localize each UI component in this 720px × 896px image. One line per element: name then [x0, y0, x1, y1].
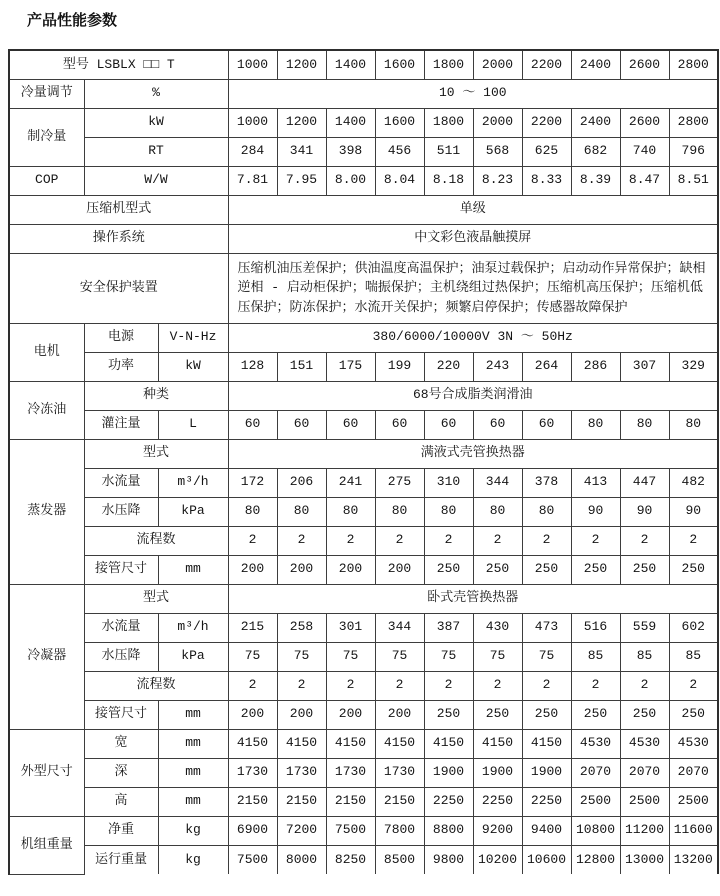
spec-table	[8, 49, 719, 875]
value-cell: 250	[571, 555, 620, 584]
value-cell: 1800	[424, 108, 473, 137]
value-cell: 2150	[326, 787, 375, 816]
value-cell: 200	[326, 700, 375, 729]
value-cell: 4150	[375, 729, 424, 758]
row-label: 操作系统	[9, 224, 228, 253]
value-cell: 2	[620, 526, 669, 555]
value-cell: 7500	[228, 845, 277, 874]
value-cell: 卧式壳管换热器	[228, 584, 718, 613]
value-cell: 12800	[571, 845, 620, 874]
value-cell: 90	[620, 497, 669, 526]
value-cell: 1900	[522, 758, 571, 787]
table-row	[9, 671, 718, 700]
value-cell: 2	[375, 526, 424, 555]
value-cell: 8250	[326, 845, 375, 874]
value-cell: 2800	[669, 108, 718, 137]
value-cell: 344	[473, 468, 522, 497]
row-label: 深	[84, 758, 158, 787]
unit-label: V-N-Hz	[158, 323, 228, 352]
value-cell: 258	[277, 613, 326, 642]
value-cell: 75	[473, 642, 522, 671]
table-row	[9, 108, 718, 137]
value-cell: 80	[571, 410, 620, 439]
value-cell: 7.81	[228, 166, 277, 195]
value-cell: 241	[326, 468, 375, 497]
value-cell: 80	[522, 497, 571, 526]
value-cell: 250	[669, 555, 718, 584]
value-cell: 2	[522, 526, 571, 555]
value-cell: 1900	[473, 758, 522, 787]
row-label: 压缩机型式	[9, 195, 228, 224]
value-cell: 9200	[473, 816, 522, 845]
value-cell: 满液式壳管换热器	[228, 439, 718, 468]
value-cell: 473	[522, 613, 571, 642]
unit-label: L	[158, 410, 228, 439]
value-cell: 7.95	[277, 166, 326, 195]
value-cell: 341	[277, 137, 326, 166]
value-cell: 2070	[620, 758, 669, 787]
table-row	[9, 613, 718, 642]
value-cell: 559	[620, 613, 669, 642]
unit-label: mm	[158, 700, 228, 729]
value-cell: 1400	[326, 108, 375, 137]
value-cell: 151	[277, 352, 326, 381]
value-cell: 80	[326, 497, 375, 526]
value-cell: 1730	[277, 758, 326, 787]
model-column: 2200	[522, 50, 571, 79]
value-cell: 8.51	[669, 166, 718, 195]
model-column: 2000	[473, 50, 522, 79]
row-label: 流程数	[84, 671, 228, 700]
value-cell: 8.00	[326, 166, 375, 195]
value-cell: 10 ～ 100	[228, 79, 718, 108]
table-row	[9, 79, 718, 108]
model-column: 2400	[571, 50, 620, 79]
value-cell: 307	[620, 352, 669, 381]
value-cell: 301	[326, 613, 375, 642]
unit-label: mm	[158, 758, 228, 787]
model-column: 2600	[620, 50, 669, 79]
model-column: 1000	[228, 50, 277, 79]
section-label: 冷凝器	[9, 584, 84, 729]
value-cell: 200	[277, 555, 326, 584]
table-row	[9, 410, 718, 439]
value-cell: 2	[228, 526, 277, 555]
value-cell: 250	[571, 700, 620, 729]
value-cell: 200	[375, 555, 424, 584]
value-cell: 4530	[571, 729, 620, 758]
value-cell: 2	[326, 671, 375, 700]
safety-protection-text: 压缩机油压差保护；供油温度高温保护；油泵过载保护；启动动作异常保护；缺相逆相 - 启动柜保护；喘振保护；主机绕组过热保护；压缩机高压保护；压缩机低压保护；防冻保护；水流开关保护；频繁启停保护；传感器故障保护	[228, 253, 718, 323]
value-cell: 250	[620, 700, 669, 729]
table-row	[9, 166, 718, 195]
value-cell: 60	[473, 410, 522, 439]
value-cell: 2400	[571, 108, 620, 137]
unit-label: %	[84, 79, 228, 108]
section-label: 冷冻油	[9, 381, 84, 439]
value-cell: 2	[424, 526, 473, 555]
value-cell: 80	[620, 410, 669, 439]
row-label: 接管尺寸	[84, 555, 158, 584]
row-label: COP	[9, 166, 84, 195]
value-cell: 206	[277, 468, 326, 497]
value-cell: 1600	[375, 108, 424, 137]
value-cell: 2070	[669, 758, 718, 787]
value-cell: 2	[424, 671, 473, 700]
table-row	[9, 555, 718, 584]
value-cell: 8.47	[620, 166, 669, 195]
row-label: 运行重量	[84, 845, 158, 874]
value-cell: 2200	[522, 108, 571, 137]
model-column: 1600	[375, 50, 424, 79]
value-cell: 200	[375, 700, 424, 729]
table-row	[9, 50, 718, 79]
value-cell: 2600	[620, 108, 669, 137]
value-cell: 1000	[228, 108, 277, 137]
section-label: 机组重量	[9, 816, 84, 874]
value-cell: 11600	[669, 816, 718, 845]
value-cell: 1730	[326, 758, 375, 787]
value-cell: 250	[473, 700, 522, 729]
table-row	[9, 729, 718, 758]
value-cell: 625	[522, 137, 571, 166]
value-cell: 482	[669, 468, 718, 497]
value-cell: 344	[375, 613, 424, 642]
value-cell: 2	[473, 526, 522, 555]
value-cell: 796	[669, 137, 718, 166]
page	[0, 9, 720, 867]
unit-label: kPa	[158, 642, 228, 671]
value-cell: 80	[669, 410, 718, 439]
value-cell: 243	[473, 352, 522, 381]
value-cell: 10800	[571, 816, 620, 845]
value-cell: 2	[571, 526, 620, 555]
row-label: 水压降	[84, 497, 158, 526]
table-row	[9, 845, 718, 874]
value-cell: 10600	[522, 845, 571, 874]
value-cell: 中文彩色液晶触摸屏	[228, 224, 718, 253]
value-cell: 9800	[424, 845, 473, 874]
value-cell: 1730	[228, 758, 277, 787]
table-row	[9, 787, 718, 816]
row-label: 高	[84, 787, 158, 816]
value-cell: 447	[620, 468, 669, 497]
value-cell: 80	[277, 497, 326, 526]
row-label: 种类	[84, 381, 228, 410]
value-cell: 80	[375, 497, 424, 526]
value-cell: 380/6000/10000V 3N ～ 50Hz	[228, 323, 718, 352]
model-column: 2800	[669, 50, 718, 79]
row-label: 净重	[84, 816, 158, 845]
table-row	[9, 584, 718, 613]
value-cell: 75	[424, 642, 473, 671]
value-cell: 85	[620, 642, 669, 671]
table-row	[9, 323, 718, 352]
value-cell: 2500	[620, 787, 669, 816]
value-cell: 2	[375, 671, 424, 700]
row-label: 安全保护装置	[9, 253, 228, 323]
value-cell: 2150	[375, 787, 424, 816]
value-cell: 80	[228, 497, 277, 526]
unit-label: kg	[158, 816, 228, 845]
value-cell: 2	[277, 671, 326, 700]
value-cell: 75	[522, 642, 571, 671]
value-cell: 90	[571, 497, 620, 526]
value-cell: 264	[522, 352, 571, 381]
row-label: 型式	[84, 584, 228, 613]
table-row	[9, 224, 718, 253]
value-cell: 456	[375, 137, 424, 166]
value-cell: 90	[669, 497, 718, 526]
value-cell: 413	[571, 468, 620, 497]
table-row	[9, 137, 718, 166]
value-cell: 2250	[473, 787, 522, 816]
value-cell: 60	[277, 410, 326, 439]
value-cell: 7200	[277, 816, 326, 845]
value-cell: 275	[375, 468, 424, 497]
unit-label: W/W	[84, 166, 228, 195]
row-label: 冷量调节	[9, 79, 84, 108]
value-cell: 2150	[277, 787, 326, 816]
value-cell: 286	[571, 352, 620, 381]
value-cell: 2	[620, 671, 669, 700]
value-cell: 568	[473, 137, 522, 166]
row-label: 水压降	[84, 642, 158, 671]
value-cell: 250	[424, 555, 473, 584]
value-cell: 1900	[424, 758, 473, 787]
value-cell: 310	[424, 468, 473, 497]
value-cell: 4150	[473, 729, 522, 758]
section-label: 制冷量	[9, 108, 84, 166]
value-cell: 60	[424, 410, 473, 439]
row-label: 电源	[84, 323, 158, 352]
value-cell: 2070	[571, 758, 620, 787]
value-cell: 200	[277, 700, 326, 729]
value-cell: 13000	[620, 845, 669, 874]
value-cell: 284	[228, 137, 277, 166]
value-cell: 2500	[571, 787, 620, 816]
value-cell: 7500	[326, 816, 375, 845]
row-label: 水流量	[84, 468, 158, 497]
value-cell: 172	[228, 468, 277, 497]
section-label: 外型尺寸	[9, 729, 84, 816]
table-row	[9, 758, 718, 787]
unit-label: kPa	[158, 497, 228, 526]
unit-label: kg	[158, 845, 228, 874]
value-cell: 13200	[669, 845, 718, 874]
value-cell: 6900	[228, 816, 277, 845]
value-cell: 200	[228, 555, 277, 584]
value-cell: 740	[620, 137, 669, 166]
value-cell: 2	[277, 526, 326, 555]
value-cell: 单级	[228, 195, 718, 224]
table-row	[9, 642, 718, 671]
row-label: 灌注量	[84, 410, 158, 439]
value-cell: 85	[669, 642, 718, 671]
unit-label: m³/h	[158, 468, 228, 497]
value-cell: 1200	[277, 108, 326, 137]
table-row	[9, 195, 718, 224]
unit-label: RT	[84, 137, 228, 166]
row-label: 型式	[84, 439, 228, 468]
value-cell: 682	[571, 137, 620, 166]
value-cell: 2500	[669, 787, 718, 816]
value-cell: 387	[424, 613, 473, 642]
value-cell: 4150	[326, 729, 375, 758]
unit-label: m³/h	[158, 613, 228, 642]
value-cell: 68号合成脂类润滑油	[228, 381, 718, 410]
section-label: 电机	[9, 323, 84, 381]
unit-label: kW	[84, 108, 228, 137]
table-row	[9, 468, 718, 497]
value-cell: 2	[522, 671, 571, 700]
value-cell: 60	[228, 410, 277, 439]
spec-table-body	[9, 50, 718, 874]
model-column: 1800	[424, 50, 473, 79]
table-row	[9, 497, 718, 526]
value-cell: 2	[326, 526, 375, 555]
model-column: 1400	[326, 50, 375, 79]
value-cell: 4150	[424, 729, 473, 758]
table-row	[9, 526, 718, 555]
value-cell: 430	[473, 613, 522, 642]
value-cell: 75	[375, 642, 424, 671]
value-cell: 250	[473, 555, 522, 584]
value-cell: 75	[228, 642, 277, 671]
model-label: 型号 LSBLX □□ T	[9, 50, 228, 79]
value-cell: 4150	[522, 729, 571, 758]
value-cell: 2	[473, 671, 522, 700]
value-cell: 11200	[620, 816, 669, 845]
value-cell: 8800	[424, 816, 473, 845]
row-label: 宽	[84, 729, 158, 758]
value-cell: 220	[424, 352, 473, 381]
page-title: 产品性能参数	[27, 12, 118, 29]
value-cell: 128	[228, 352, 277, 381]
value-cell: 2	[669, 671, 718, 700]
table-row	[9, 352, 718, 381]
value-cell: 200	[228, 700, 277, 729]
value-cell: 2	[228, 671, 277, 700]
value-cell: 8.39	[571, 166, 620, 195]
unit-label: kW	[158, 352, 228, 381]
value-cell: 85	[571, 642, 620, 671]
value-cell: 4150	[277, 729, 326, 758]
section-label: 蒸发器	[9, 439, 84, 584]
value-cell: 511	[424, 137, 473, 166]
value-cell: 8000	[277, 845, 326, 874]
row-label: 水流量	[84, 613, 158, 642]
model-column: 1200	[277, 50, 326, 79]
value-cell: 60	[375, 410, 424, 439]
value-cell: 250	[669, 700, 718, 729]
value-cell: 7800	[375, 816, 424, 845]
value-cell: 250	[620, 555, 669, 584]
value-cell: 8.33	[522, 166, 571, 195]
value-cell: 8.23	[473, 166, 522, 195]
table-row	[9, 253, 718, 323]
unit-label: mm	[158, 555, 228, 584]
value-cell: 4530	[669, 729, 718, 758]
value-cell: 4530	[620, 729, 669, 758]
value-cell: 329	[669, 352, 718, 381]
value-cell: 2250	[424, 787, 473, 816]
value-cell: 9400	[522, 816, 571, 845]
value-cell: 199	[375, 352, 424, 381]
unit-label: mm	[158, 787, 228, 816]
value-cell: 175	[326, 352, 375, 381]
value-cell: 75	[277, 642, 326, 671]
value-cell: 60	[326, 410, 375, 439]
table-row	[9, 439, 718, 468]
row-label: 功率	[84, 352, 158, 381]
value-cell: 8.04	[375, 166, 424, 195]
value-cell: 8500	[375, 845, 424, 874]
value-cell: 398	[326, 137, 375, 166]
table-row	[9, 816, 718, 845]
row-label: 接管尺寸	[84, 700, 158, 729]
value-cell: 200	[326, 555, 375, 584]
value-cell: 1730	[375, 758, 424, 787]
value-cell: 2	[669, 526, 718, 555]
value-cell: 4150	[228, 729, 277, 758]
value-cell: 378	[522, 468, 571, 497]
value-cell: 2250	[522, 787, 571, 816]
value-cell: 60	[522, 410, 571, 439]
table-row	[9, 381, 718, 410]
value-cell: 8.18	[424, 166, 473, 195]
unit-label: mm	[158, 729, 228, 758]
value-cell: 215	[228, 613, 277, 642]
value-cell: 2	[571, 671, 620, 700]
value-cell: 75	[326, 642, 375, 671]
value-cell: 250	[424, 700, 473, 729]
value-cell: 2000	[473, 108, 522, 137]
value-cell: 80	[473, 497, 522, 526]
row-label: 流程数	[84, 526, 228, 555]
value-cell: 250	[522, 700, 571, 729]
value-cell: 2150	[228, 787, 277, 816]
value-cell: 80	[424, 497, 473, 526]
value-cell: 602	[669, 613, 718, 642]
value-cell: 250	[522, 555, 571, 584]
value-cell: 516	[571, 613, 620, 642]
value-cell: 10200	[473, 845, 522, 874]
table-row	[9, 700, 718, 729]
